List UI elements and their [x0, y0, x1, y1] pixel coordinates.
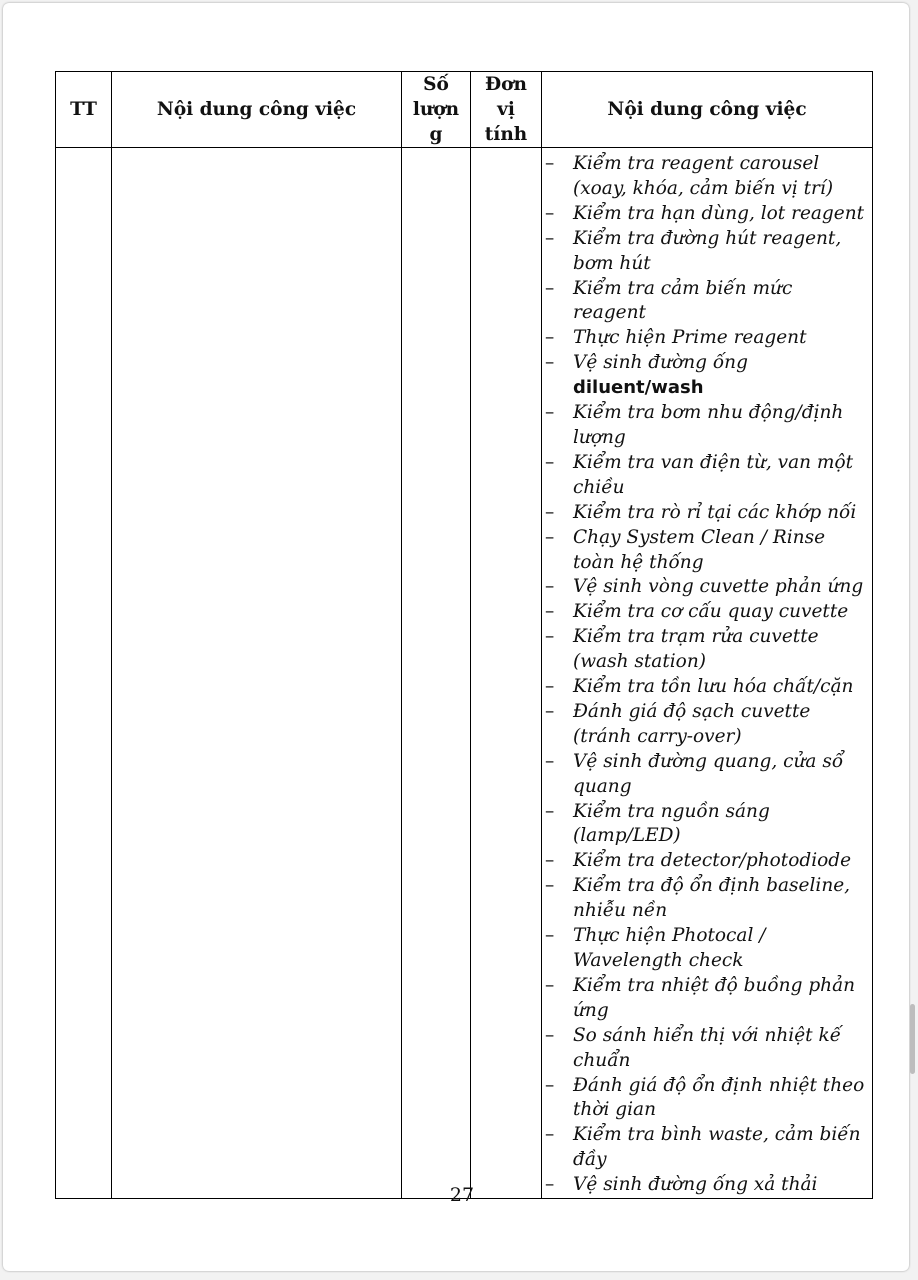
list-item	[545, 575, 866, 600]
list-item	[545, 600, 866, 625]
list-item	[545, 1024, 866, 1074]
dash-marker: –	[545, 153, 555, 174]
dash-marker: –	[545, 1174, 555, 1196]
task-text: Vệ sinh vòng cuvette phản ứng	[573, 576, 864, 598]
header-unit	[471, 72, 542, 148]
task-text: Kiểm tra đường hút reagent, bơm hút	[573, 227, 842, 274]
list-item	[545, 750, 866, 800]
task-text: Kiểm tra độ ổn định baseline, nhiễu nền	[573, 875, 851, 922]
dash-marker: –	[545, 1124, 555, 1146]
dash-marker: –	[545, 626, 555, 648]
dash-marker: –	[545, 501, 555, 523]
header-quantity-line2: lượn	[412, 99, 460, 120]
header-quantity-line3: g	[429, 124, 443, 145]
dash-marker: –	[545, 202, 555, 224]
task-text: So sánh hiển thị với nhiệt kế chuẩn	[573, 1024, 842, 1071]
cell-tt	[56, 148, 112, 1199]
list-item	[545, 227, 866, 277]
list-item	[545, 700, 866, 750]
list-item	[545, 1074, 866, 1124]
dash-marker: –	[545, 227, 555, 249]
list-item	[545, 526, 866, 576]
task-text: Kiểm tra rò rỉ tại các khớp nối	[573, 501, 857, 523]
list-item-continuation	[573, 376, 866, 401]
list-item	[545, 451, 866, 501]
task-text: Thực hiện Prime reagent	[573, 327, 807, 349]
dash-marker: –	[545, 327, 555, 349]
list-item	[545, 326, 866, 351]
header-quantity-line1: Số	[423, 74, 449, 95]
dash-marker: –	[545, 352, 555, 374]
list-item	[545, 351, 866, 376]
task-text: Kiểm tra nhiệt độ buồng phản ứng	[573, 974, 856, 1021]
dash-marker: –	[545, 451, 555, 473]
list-item	[545, 625, 866, 675]
list-item	[545, 675, 866, 700]
dash-marker: –	[545, 526, 555, 548]
task-text: Đánh giá độ sạch cuvette (tránh carry-over)	[573, 700, 811, 747]
task-list	[542, 148, 872, 1198]
dash-marker: –	[545, 875, 555, 897]
header-quantity	[402, 72, 471, 148]
task-text: Kiểm tra nguồn sáng (lamp/LED)	[573, 800, 770, 847]
dash-marker: –	[545, 700, 555, 722]
cell-unit	[471, 148, 542, 1199]
dash-marker: –	[545, 576, 555, 598]
task-text: Vệ sinh đường quang, cửa sổ quang	[573, 750, 844, 797]
dash-marker: –	[545, 974, 555, 996]
header-tt: TT	[56, 72, 112, 148]
header-unit-line1: Đơn	[485, 74, 527, 95]
header-unit-line2: vị	[497, 99, 515, 120]
task-text: Kiểm tra detector/photodiode	[573, 850, 852, 872]
list-item	[545, 849, 866, 874]
dash-marker: –	[545, 750, 555, 772]
list-item	[545, 874, 866, 924]
list-item	[545, 277, 866, 327]
task-text: Kiểm tra van điện từ, van một chiều	[573, 451, 854, 498]
task-text: diluent/wash	[573, 377, 704, 399]
work-table	[55, 71, 873, 1199]
cell-quantity	[402, 148, 471, 1199]
list-item	[545, 202, 866, 227]
task-text: Kiểm tra trạm rửa cuvette (wash station)	[573, 626, 819, 673]
table-header-row	[56, 72, 873, 148]
dash-marker: –	[545, 402, 555, 424]
list-item	[545, 924, 866, 974]
header-content: Nội dung công việc	[112, 72, 402, 148]
document-page	[3, 3, 909, 1271]
task-text: Đánh giá độ ổn định nhiệt theo thời gian	[573, 1074, 865, 1121]
list-item	[545, 1123, 866, 1173]
header-unit-line3: tính	[484, 124, 528, 145]
task-text: Kiểm tra tồn lưu hóa chất/cặn	[573, 676, 854, 698]
scrollbar-thumb[interactable]	[910, 1004, 915, 1074]
task-text: Kiểm tra cơ cấu quay cuvette	[573, 601, 849, 623]
dash-marker: –	[545, 850, 555, 872]
cell-content	[112, 148, 402, 1199]
scrollbar[interactable]	[909, 4, 916, 1274]
task-text: Thực hiện Photocal / Wavelength check	[573, 925, 766, 971]
task-text: Kiểm tra reagent carousel (xoay, khóa, cảm biến vị trí)	[573, 153, 834, 199]
list-item	[545, 401, 866, 451]
dash-marker: –	[545, 277, 555, 299]
task-text: Vệ sinh đường ống xả thải	[573, 1174, 818, 1196]
dash-marker: –	[545, 676, 555, 698]
dash-marker: –	[545, 1024, 555, 1046]
task-text: Kiểm tra bình waste, cảm biến đầy	[573, 1124, 861, 1171]
task-text: Kiểm tra cảm biến mức reagent	[573, 277, 793, 324]
task-text: Kiểm tra hạn dùng, lot reagent	[573, 202, 865, 224]
task-text: Chạy System Clean / Rinse toàn hệ thống	[573, 526, 826, 573]
cell-work-content	[542, 148, 873, 1199]
page-number: 27	[449, 1184, 475, 1206]
list-item	[545, 152, 866, 202]
task-text: Vệ sinh đường ống	[573, 352, 748, 374]
dash-marker: –	[545, 925, 555, 947]
dash-marker: –	[545, 1074, 555, 1096]
list-item	[545, 974, 866, 1024]
list-item	[545, 501, 866, 526]
dash-marker: –	[545, 601, 555, 623]
header-work-content: Nội dung công việc	[542, 72, 873, 148]
table-row	[56, 148, 873, 1199]
task-text: Kiểm tra bơm nhu động/định lượng	[573, 402, 844, 448]
dash-marker: –	[545, 800, 555, 822]
list-item	[545, 800, 866, 850]
